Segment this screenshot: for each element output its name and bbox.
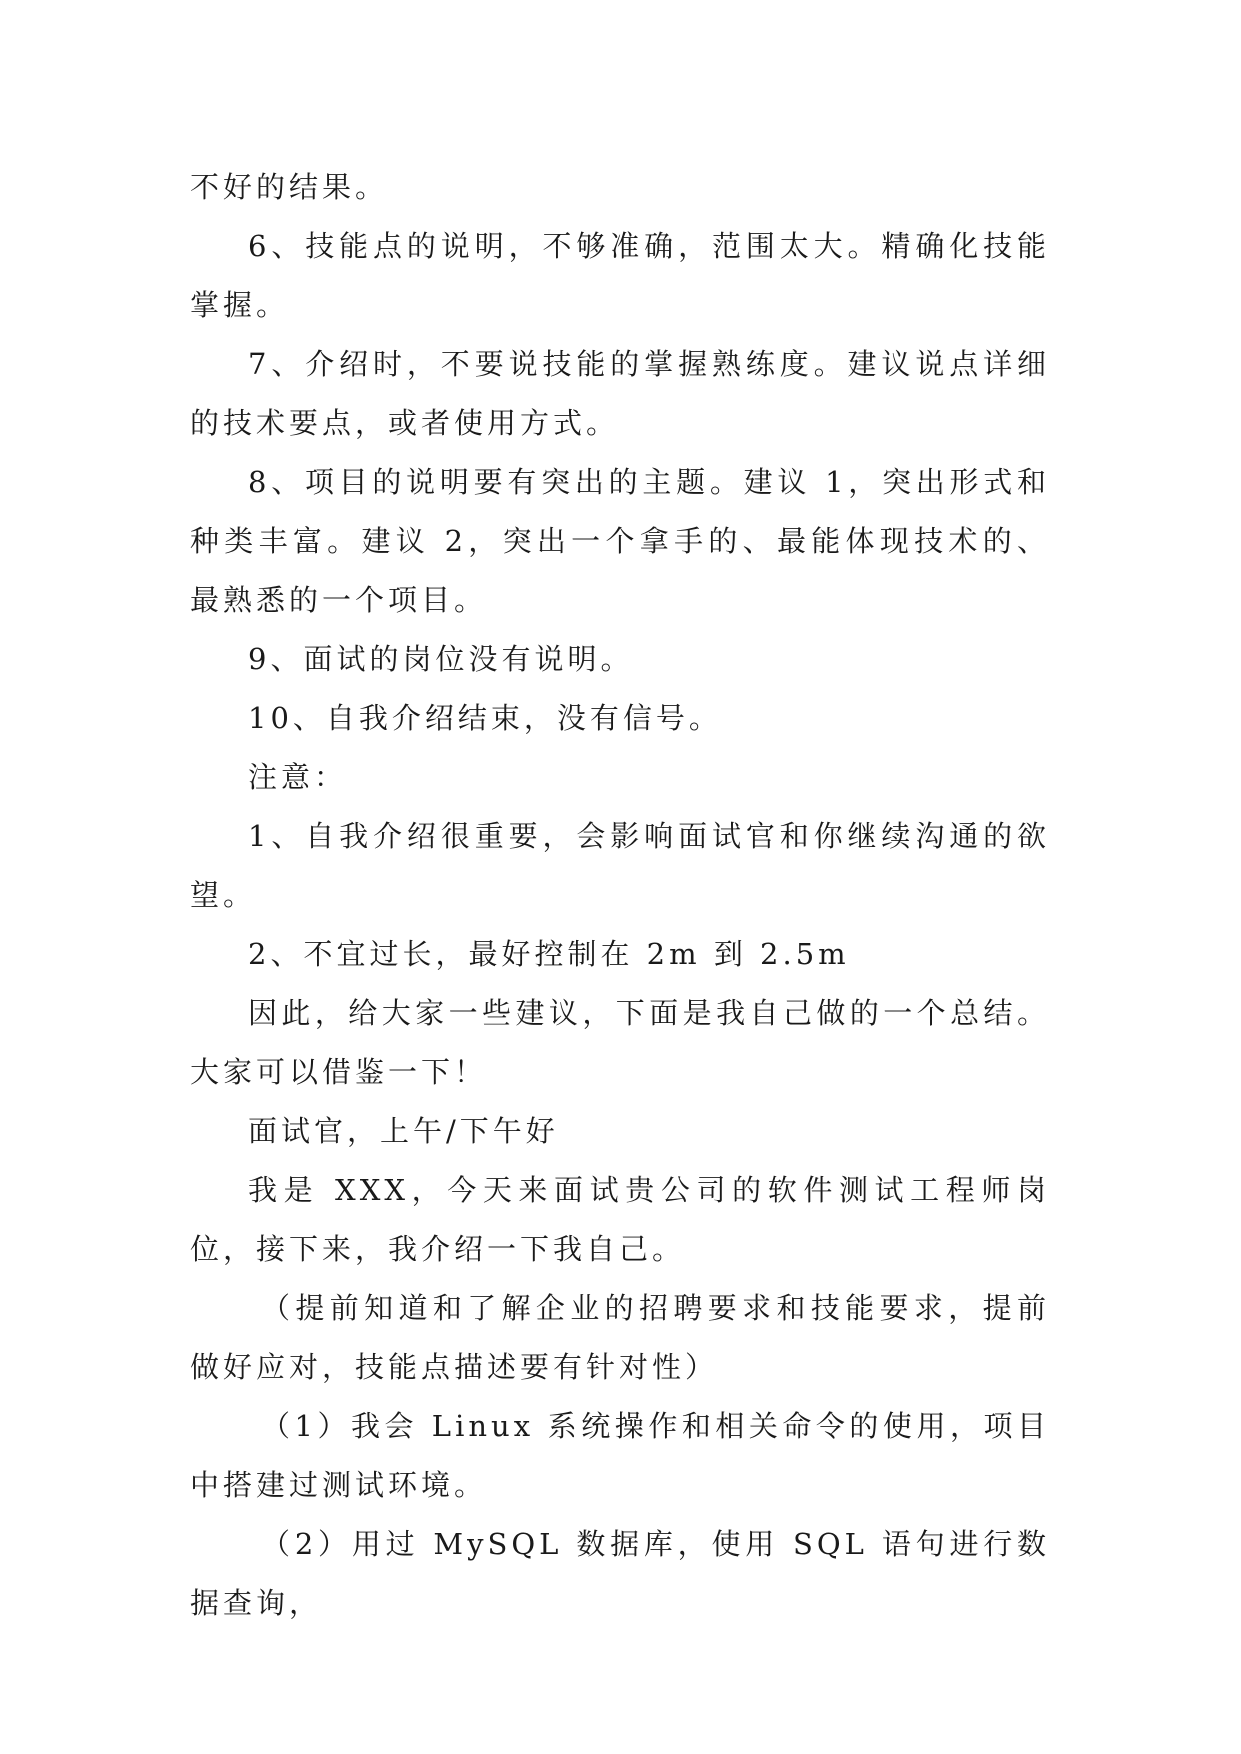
notice-heading: 注意： — [248, 760, 348, 794]
notice-item-2: 2、不宜过长，最好控制在 2m 到 2.5m — [248, 937, 850, 971]
paragraph-item-6: 6、技能点的说明，不够准确，范围太大。精确化技能掌握。 — [190, 229, 1050, 322]
paragraph-item-8: 8、项目的说明要有突出的主题。建议 1，突出形式和种类丰富。建议 2，突出一个拿手的、最能体现技术的、最熟悉的一个项目。 — [190, 465, 1050, 617]
skill-item-2: （2）用过 MySQL 数据库，使用 SQL 语句进行数据查询， — [190, 1527, 1050, 1620]
paragraph-item-7: 7、介绍时，不要说技能的掌握熟练度。建议说点详细的技术要点，或者使用方式。 — [190, 347, 1050, 440]
summary-intro: 因此，给大家一些建议，下面是我自己做的一个总结。大家可以借鉴一下！ — [190, 996, 1050, 1089]
notice-item-1: 1、自我介绍很重要，会影响面试官和你继续沟通的欲望。 — [190, 819, 1050, 912]
paragraph-item-10: 10、自我介绍结束，没有信号。 — [248, 701, 722, 735]
preparation-note: （提前知道和了解企业的招聘要求和技能要求，提前做好应对，技能点描述要有针对性） — [190, 1291, 1050, 1384]
paragraph-item-9: 9、面试的岗位没有说明。 — [248, 642, 634, 676]
self-intro-line: 我是 XXX，今天来面试贵公司的软件测试工程师岗位，接下来，我介绍一下我自己。 — [190, 1173, 1050, 1266]
greeting-line: 面试官，上午/下午好 — [248, 1114, 559, 1148]
paragraph-continuation: 不好的结果。 — [190, 170, 389, 204]
skill-item-1: （1）我会 Linux 系统操作和相关命令的使用，项目中搭建过测试环境。 — [190, 1409, 1050, 1502]
document-body — [190, 158, 1050, 1633]
